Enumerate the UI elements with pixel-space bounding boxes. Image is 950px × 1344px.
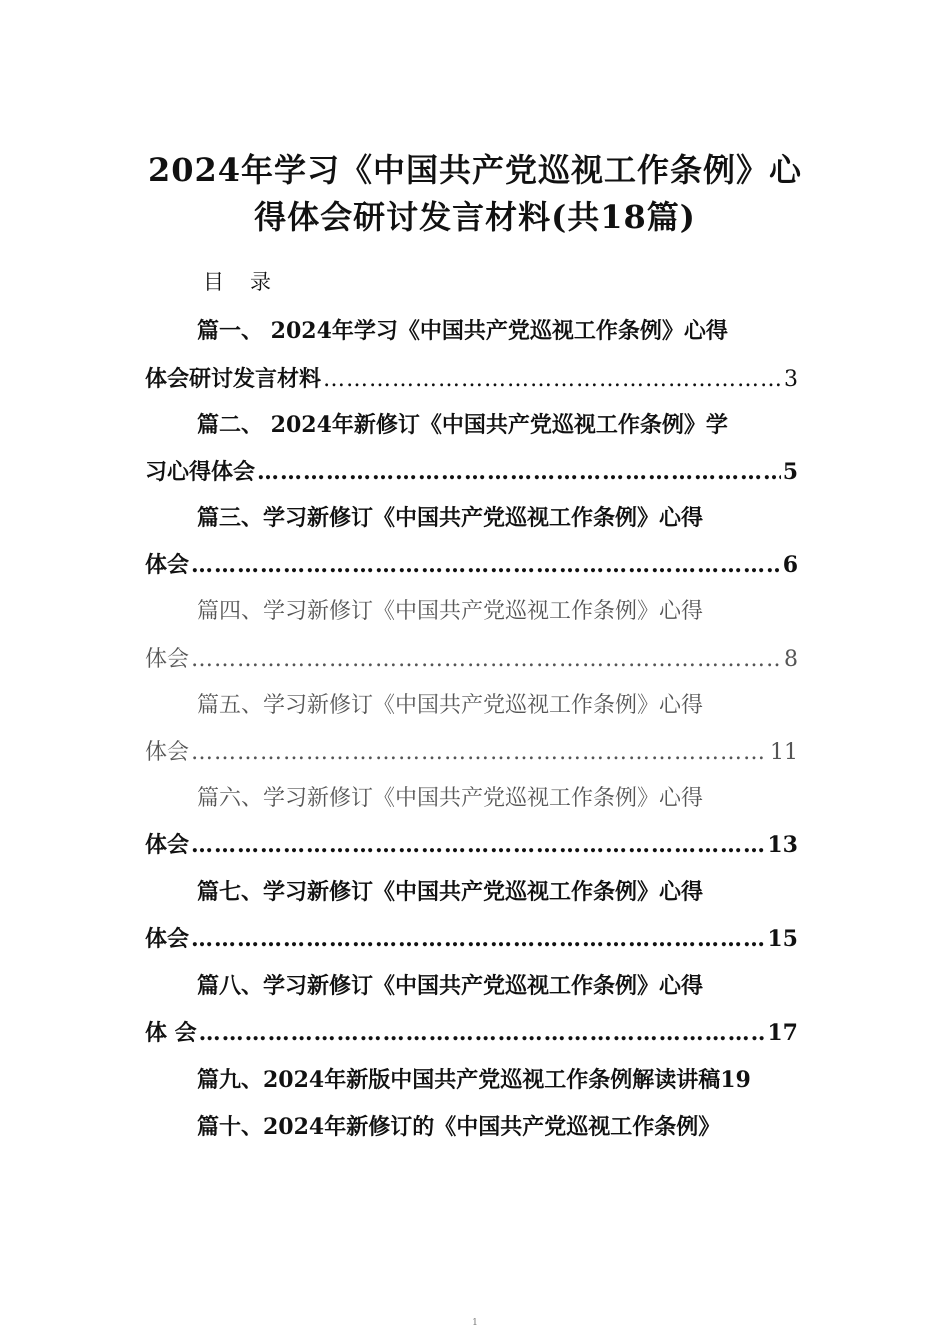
document-title-line2: 得体会研讨发言材料(共18篇) <box>254 198 696 236</box>
toc-entry-2-page: 5 <box>782 459 798 485</box>
toc-entry-7-line2 <box>145 922 798 953</box>
toc-entry-6-page: 13 <box>767 832 798 858</box>
toc-entry-4-leader <box>191 649 782 671</box>
toc-entry-8-title-cont: 体 会 <box>145 1020 197 1046</box>
toc-entry-4-page: 8 <box>784 647 798 672</box>
toc-entry-3-title-cont: 体会 <box>145 552 190 578</box>
toc-entry-8-page: 17 <box>767 1020 798 1046</box>
toc-entry-7-title: 篇七、学习新修订《中国共产党巡视工作条例》心得 <box>197 879 704 905</box>
toc-entry-4-line2 <box>145 642 798 673</box>
toc-entry-2-title-cont: 习心得体会 <box>145 459 256 485</box>
toc-entry-5-line2 <box>145 735 798 766</box>
toc-entry-1-title: 篇一、 2024年学习《中国共产党巡视工作条例》心得 <box>197 318 728 344</box>
toc-entry-2-title: 篇二、 2024年新修订《中国共产党巡视工作条例》学 <box>197 412 728 438</box>
page-number: 1 <box>472 1318 478 1328</box>
toc-entry-6-title-cont: 体会 <box>145 832 190 858</box>
toc-entry-5-page: 11 <box>770 740 798 765</box>
document-title-line1: 2024年学习《中国共产党巡视工作条例》心 <box>147 151 803 189</box>
toc-entry-6-leader <box>191 834 765 856</box>
toc-entry-3-line2 <box>145 548 798 579</box>
toc-entry-10-title: 篇十、2024年新修订的《中国共产党巡视工作条例》 <box>197 1114 721 1140</box>
toc-entry-8-line2 <box>145 1016 798 1047</box>
toc-entry-7-page: 15 <box>767 926 798 952</box>
toc-entry-6-title: 篇六、学习新修订《中国共产党巡视工作条例》心得 <box>197 786 704 811</box>
toc-entry-8-title: 篇八、学习新修订《中国共产党巡视工作条例》心得 <box>197 973 704 999</box>
toc-entry-9-title: 篇九、2024年新版中国共产党巡视工作条例解读讲稿19 <box>197 1067 751 1093</box>
toc-entry-7-title-cont: 体会 <box>145 926 190 952</box>
toc-heading: 目录 <box>203 270 297 294</box>
toc-entry-8-leader <box>199 1022 766 1044</box>
toc-entry-6-line2 <box>145 828 798 859</box>
toc-entry-2-leader <box>257 461 781 483</box>
toc-entry-2-line2 <box>145 455 798 486</box>
toc-entry-1-leader <box>323 369 782 391</box>
toc-entry-5-leader <box>191 742 768 764</box>
toc-entry-3-title: 篇三、学习新修订《中国共产党巡视工作条例》心得 <box>197 505 704 531</box>
toc-entry-3-page: 6 <box>782 552 798 578</box>
toc-entry-5-title: 篇五、学习新修订《中国共产党巡视工作条例》心得 <box>197 693 704 718</box>
toc-entry-4-title-cont: 体会 <box>145 647 190 672</box>
toc-entry-5-title-cont: 体会 <box>145 740 190 765</box>
toc-entry-1-page: 3 <box>784 367 798 392</box>
toc-entry-7-leader <box>191 928 765 950</box>
toc-entry-1-line2 <box>145 362 798 393</box>
toc-entry-4-title: 篇四、学习新修订《中国共产党巡视工作条例》心得 <box>197 599 704 624</box>
toc-entry-1-title-cont: 体会研讨发言材料 <box>145 366 322 392</box>
toc-entry-3-leader <box>191 554 781 576</box>
